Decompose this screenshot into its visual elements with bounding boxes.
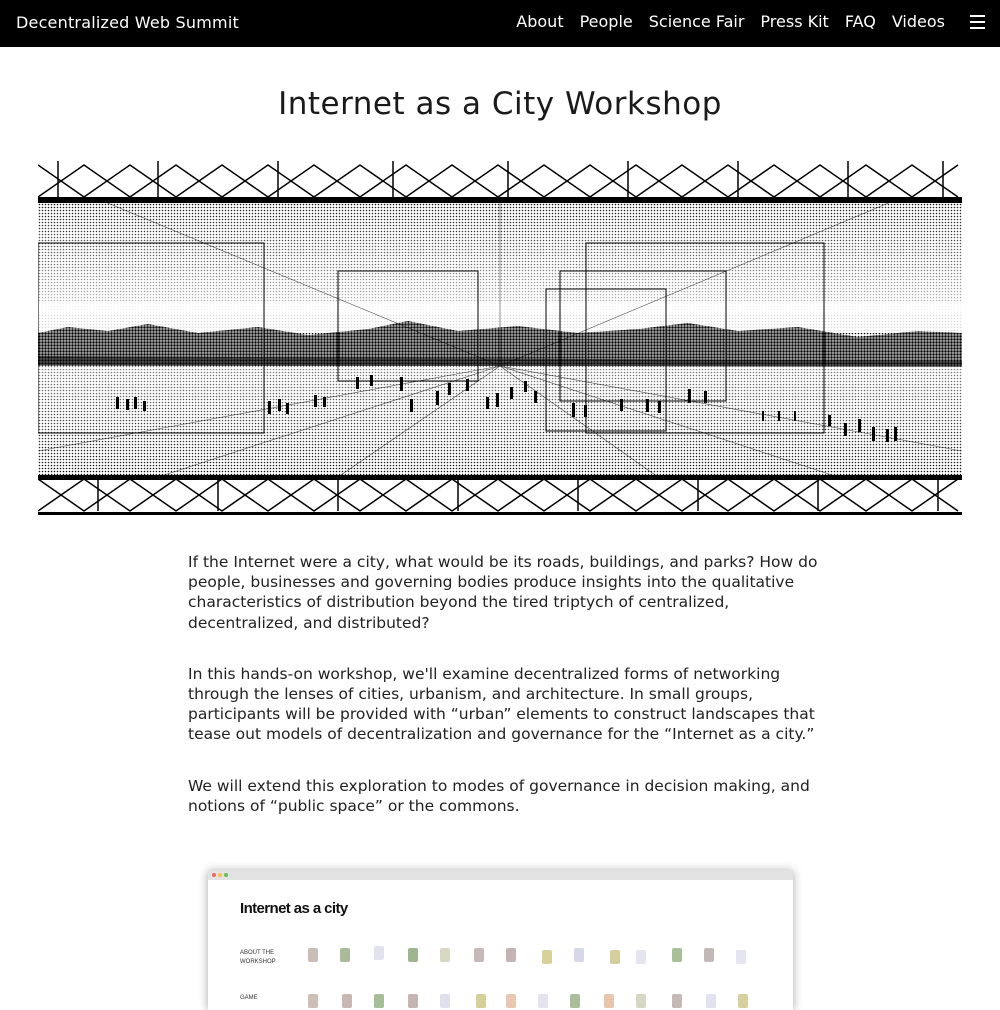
maximize-dot-icon <box>224 873 228 877</box>
hero-image <box>38 161 962 515</box>
nav-link-people[interactable]: People <box>579 12 633 31</box>
model-tile <box>476 994 486 1008</box>
embedded-website-screenshot <box>208 870 793 1010</box>
nav-links <box>516 12 945 31</box>
model-tile <box>440 994 450 1008</box>
nav-link-press-kit[interactable]: Press Kit <box>760 12 829 31</box>
screenshot-row-label-game: GAME <box>240 995 258 1001</box>
model-tile <box>440 948 450 962</box>
model-tile <box>342 994 352 1008</box>
model-tile <box>672 994 682 1008</box>
page-title: Internet as a City Workshop <box>278 86 722 122</box>
screenshot-row-label-about: ABOUT THE WORKSHOP <box>240 950 276 965</box>
minimize-dot-icon <box>218 873 222 877</box>
model-tile <box>538 994 548 1008</box>
model-tile <box>610 950 620 964</box>
browser-title-bar <box>208 870 793 880</box>
nav-link-faq[interactable]: FAQ <box>844 12 876 31</box>
top-navigation <box>0 0 1000 47</box>
model-tile <box>672 948 682 962</box>
model-tile <box>506 994 516 1008</box>
model-tile <box>604 994 614 1008</box>
model-tile <box>736 950 746 964</box>
paragraph-governance: We will extend this exploration to modes of governance in decision making, and notions of “public space” or the commons. <box>188 776 810 815</box>
model-tile <box>636 950 646 964</box>
nav-link-videos[interactable]: Videos <box>891 12 945 31</box>
paragraph-intro: If the Internet were a city, what would be its roads, buildings, and parks? How do people, businesses and governing bodies produce insights into the qualitative characteristics of distribution beyond the tired triptych of centralized, decentralized, and distributed? <box>188 553 818 632</box>
model-tile <box>408 948 418 962</box>
hamburger-menu-icon[interactable] <box>970 15 985 29</box>
close-dot-icon <box>212 873 216 877</box>
model-tile <box>308 994 318 1008</box>
model-tile <box>570 994 580 1008</box>
model-tile <box>340 948 350 962</box>
model-tile <box>574 948 584 962</box>
model-tile <box>738 994 748 1008</box>
model-tile <box>474 948 484 962</box>
article-body <box>188 552 820 847</box>
model-tile <box>308 948 318 962</box>
nav-link-science-fair[interactable]: Science Fair <box>648 12 745 31</box>
nav-link-about[interactable]: About <box>516 12 564 31</box>
model-tile <box>704 948 714 962</box>
screenshot-title: Internet as a city <box>240 900 348 917</box>
site-brand-link[interactable]: Decentralized Web Summit <box>16 13 239 32</box>
model-tile <box>408 994 418 1008</box>
model-tile <box>374 994 384 1008</box>
model-tile <box>636 994 646 1008</box>
paragraph-workshop: In this hands-on workshop, we'll examine decentralized forms of networking through the lenses of cities, urbanism, and architecture. In small groups, participants will be provided with “urban” elements to construct landscapes that tease out models of decentralization and governance for the “Internet as a city.” <box>188 664 815 744</box>
model-tile <box>506 948 516 962</box>
model-tile <box>374 946 384 960</box>
model-tile <box>542 950 552 964</box>
model-tile <box>706 994 716 1008</box>
